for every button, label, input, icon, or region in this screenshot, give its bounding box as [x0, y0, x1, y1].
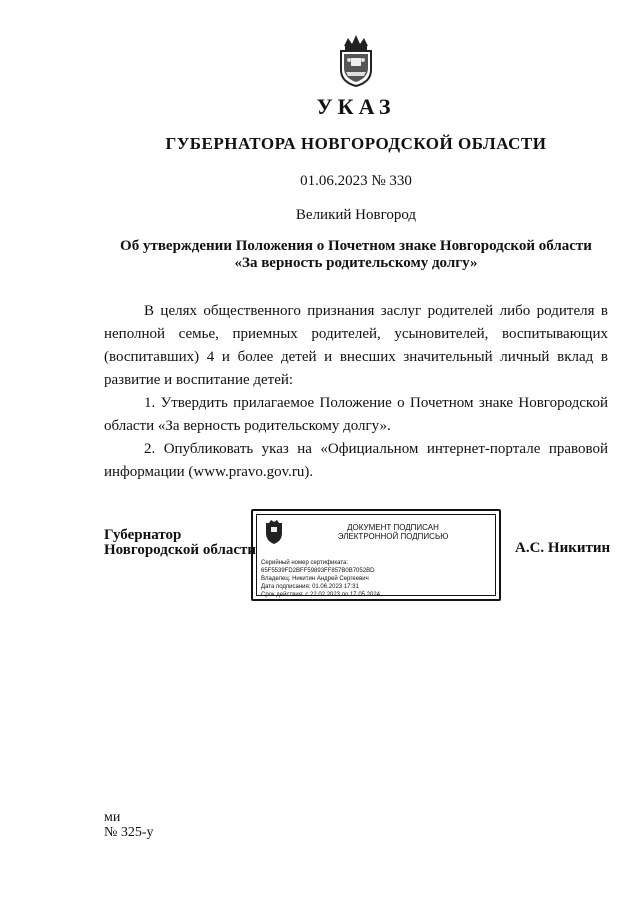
body-paragraph: В целях общественного признания заслуг родителей либо родителя в неполной семье, приемных родителей, усыновителей, воспитывающих (воспитавших) 4 и более детей и внесших значительный личный вклад в развитие и воспитание детей:	[104, 303, 608, 388]
signatory-position	[104, 528, 256, 558]
body-paragraph: 2. Опубликовать указ на «Официальном интернет-портале правовой информации (www.pravo.gov.ru).	[104, 441, 608, 480]
stamp-heading	[293, 523, 493, 541]
document-heading	[104, 238, 608, 272]
city-name: Великий Новгород	[295, 207, 417, 223]
document-body	[104, 300, 608, 484]
stamp-details	[261, 559, 501, 599]
footer-initials: ми	[104, 810, 121, 825]
stamp-heading-line-2: ЭЛЕКТРОННОЙ ПОДПИСЬЮ	[337, 532, 449, 541]
stamp-cert-label: Серийный номер сертификата:	[261, 560, 349, 566]
stamp-signed-date: Дата подписания: 01.06.2023 17:31	[261, 584, 359, 590]
signatory-position-line-1: Губернатор	[104, 527, 182, 543]
footer-number: № 325-у	[104, 825, 154, 840]
signatory-name: А.С. Никитин	[515, 540, 611, 556]
coat-of-arms-icon	[263, 519, 285, 545]
footer-note	[104, 810, 154, 840]
stamp-cert-number: 65F5539FD2BFF59893FF857B0B7052BD	[261, 568, 375, 574]
document-type-title: УКАЗ	[316, 94, 396, 119]
heading-line-2: «За верность родительскому долгу»	[234, 255, 478, 271]
stamp-heading-line-1: ДОКУМЕНТ ПОДПИСАН	[347, 523, 439, 532]
electronic-signature-stamp	[251, 509, 501, 601]
issuer-title: ГУБЕРНАТОРА НОВГОРОДСКОЙ ОБЛАСТИ	[165, 134, 547, 153]
stamp-owner: Владелец: Никитин Андрей Сергеевич	[261, 576, 369, 582]
novgorod-coat-of-arms-icon	[336, 32, 376, 88]
stamp-validity: Срок действия: с 22.02.2023 по 17.05.2024	[261, 592, 381, 598]
heading-line-1: Об утверждении Положения о Почетном знаке Новгородской области	[120, 238, 592, 254]
body-paragraph: 1. Утвердить прилагаемое Положение о Почетном знаке Новгородской области «За верность родительскому долгу».	[104, 395, 608, 434]
stamp-inner-frame	[256, 514, 496, 596]
date-and-number: 01.06.2023 № 330	[300, 173, 412, 189]
signatory-position-line-2: Новгородской области	[104, 542, 257, 558]
